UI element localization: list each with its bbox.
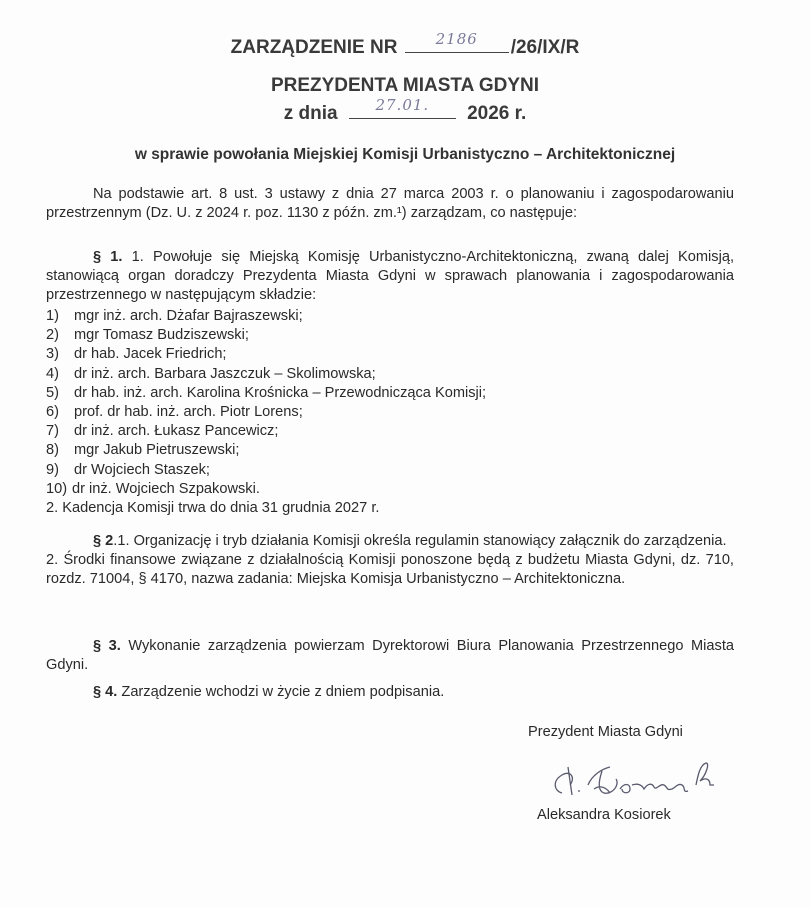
list-item: 4) dr inż. arch. Barbara Jaszczuk – Skolimowska; [46,365,376,382]
section-2-point-1: § 2.1. Organizację i tryb działania Komisji określa regulamin stanowiący załącznik do zarządzenia. [93,533,727,549]
section-4: § 4. Zarządzenie wchodzi w życie z dniem podpisania. [93,684,445,700]
subject-line: w sprawie powołania Miejskiej Komisji Urbanistyczno – Architektonicznej [134,146,676,163]
date-suffix: 2026 r. [467,103,527,124]
section-1-term: 2. Kadencja Komisji trwa do dnia 31 grudnia 2027 r. [46,500,380,516]
document-date [0,96,810,125]
list-item: 10) dr inż. Wojciech Szpakowski. [46,480,260,497]
section-1 [46,248,734,305]
signatory-name: Aleksandra Kosiorek [537,807,671,823]
section-2 [46,532,734,589]
signatory-title: Prezydent Miasta Gdyni [528,724,683,740]
list-item: 3) dr hab. Jacek Friedrich; [46,346,227,363]
list-item: 6) prof. dr hab. inż. arch. Piotr Lorens; [46,404,303,421]
section-1-text: 1. Powołuje się Miejską Komisję Urbanistyczno-Architektoniczną, zwaną dalej Komisją, stanowiącą organ doradczy Prezydenta Miasta Gdyni w sprawach planowania i zagospodarowania przestrzennego w następującym składzie: [46,249,734,303]
handwritten-number: 2186 [435,30,478,48]
list-item: 9) dr Wojciech Staszek; [46,461,210,478]
list-item: 7) dr inż. arch. Łukasz Pancewicz; [46,423,279,440]
title-prefix: ZARZĄDZENIE NR [230,37,398,58]
list-item: 1) mgr inż. arch. Dżafar Bajraszewski; [46,308,303,324]
title-suffix: /26/IX/R [510,37,580,58]
legal-basis: Na podstawie art. 8 ust. 3 ustawy z dnia 27 marca 2003 r. o planowaniu i zagospodarowaniu przestrzennym (Dz. U. z 2024 r. poz. 1130 z późn. zm.¹) zarządzam, co następuje: [46,186,734,221]
section-2-point-2: 2. Środki finansowe związane z działalnością Komisji ponoszone będą z budżetu Miasta Gdyni, dz. 710, rozdz. 71004, § 4170, nazwa zadania: Miejska Komisja Urbanistyczno – Architektoniczna. [46,552,734,587]
section-1-mark: § 1. [93,249,123,265]
issuer: PREZYDENTA MIASTA GDYNI [270,75,540,96]
list-item: 5) dr hab. inż. arch. Karolina Krośnicka – Przewodnicząca Komisji; [46,384,487,401]
section-3: § 3. Wykonanie zarządzenia powierzam Dyrektorowi Biura Planowania Przestrzennego Miasta Gdyni. [46,638,735,673]
list-item: 8) mgr Jakub Pietruszewski; [46,442,240,459]
document-title [0,30,810,59]
number-field [405,30,509,53]
members-list [46,307,486,499]
list-item: 2) mgr Tomasz Budziszewski; [46,327,249,344]
date-prefix: z dnia [283,103,338,124]
handwritten-signature [540,755,730,805]
handwritten-date: 27.01. [375,96,430,114]
date-field [349,96,456,119]
